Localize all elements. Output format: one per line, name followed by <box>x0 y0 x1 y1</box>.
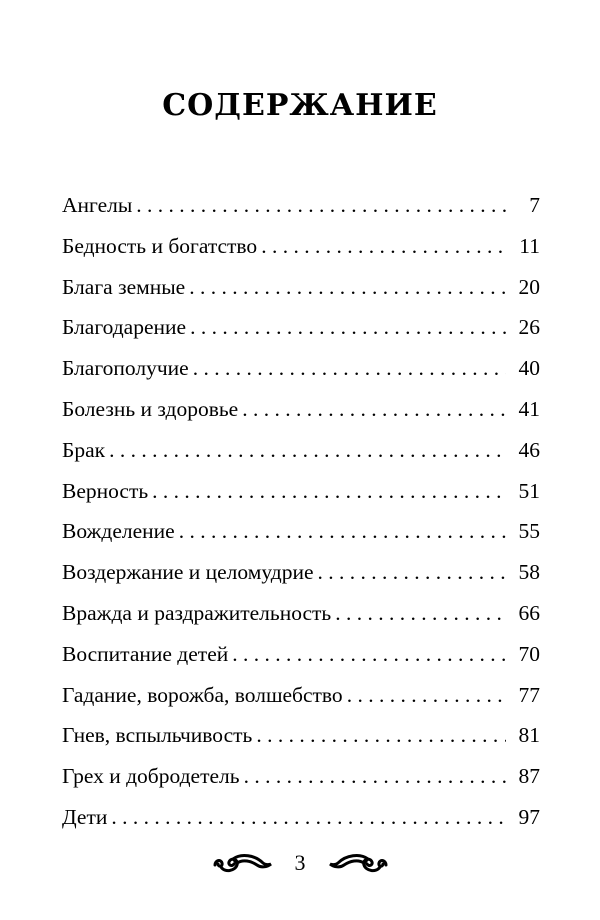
dot-leader <box>111 802 506 832</box>
toc-entry[interactable] <box>62 639 540 680</box>
toc-entry[interactable] <box>62 312 540 353</box>
toc-entry[interactable] <box>62 720 540 761</box>
toc-entry-label: Вражда и раздражительность <box>62 600 332 625</box>
toc-entry-page: 11 <box>519 233 540 258</box>
toc-entry-page: 41 <box>518 396 540 421</box>
toc-entry-page: 81 <box>518 723 540 748</box>
toc-entry-label: Верность <box>62 478 149 503</box>
dot-leader <box>256 720 506 750</box>
toc-entry[interactable] <box>62 598 540 639</box>
toc-entry[interactable] <box>62 272 540 313</box>
toc-entry-page: 58 <box>518 560 540 585</box>
toc-entry-page: 51 <box>518 478 540 503</box>
dot-leader <box>232 639 506 669</box>
toc-entry-label: Грех и добродетель <box>62 764 240 789</box>
scroll-ornament-icon <box>209 851 273 875</box>
dot-leader <box>179 516 506 546</box>
toc-entry-label: Бедность и богатство <box>62 233 258 258</box>
toc-entry[interactable] <box>62 394 540 435</box>
scroll-ornament-icon <box>328 851 392 875</box>
toc-entry-page: 20 <box>518 274 540 299</box>
toc-entry[interactable] <box>62 353 540 394</box>
toc-entry-label: Гнев, вспыльчивость <box>62 723 253 748</box>
dot-leader <box>189 272 506 302</box>
dot-leader <box>152 476 506 506</box>
page-footer <box>0 850 600 876</box>
dot-leader <box>244 761 506 791</box>
toc-entry-page: 77 <box>518 682 540 707</box>
dot-leader <box>261 231 506 261</box>
toc-entry[interactable] <box>62 516 540 557</box>
toc-entry-page: 87 <box>518 764 540 789</box>
dot-leader <box>193 353 506 383</box>
dot-leader <box>347 680 506 710</box>
toc-entry-page: 97 <box>518 804 540 829</box>
dot-leader <box>190 312 506 342</box>
toc-entry[interactable] <box>62 190 540 231</box>
dot-leader <box>109 435 506 465</box>
toc-entry-page: 55 <box>518 519 540 544</box>
toc-entry-label: Гадание, ворожба, волшебство <box>62 682 343 707</box>
toc-entry-label: Блага земные <box>62 274 186 299</box>
toc-entry-label: Дети <box>62 804 108 829</box>
toc-entry-label: Благополучие <box>62 356 189 381</box>
table-of-contents <box>62 190 540 843</box>
toc-entry-page: 46 <box>518 437 540 462</box>
toc-entry-label: Благодарение <box>62 315 187 340</box>
toc-entry-label: Воспитание детей <box>62 641 229 666</box>
toc-entry-label: Брак <box>62 437 106 462</box>
toc-entry-label: Вожделение <box>62 519 175 544</box>
toc-entry-label: Ангелы <box>62 193 133 217</box>
toc-entry-label: Воздержание и целомудрие <box>62 560 314 585</box>
toc-entry-page: 40 <box>518 356 540 381</box>
toc-entry[interactable] <box>62 476 540 517</box>
page-number: 3 <box>294 850 306 875</box>
dot-leader <box>318 557 507 587</box>
toc-entry[interactable] <box>62 435 540 476</box>
toc-entry-page: 7 <box>529 193 540 217</box>
toc-entry[interactable] <box>62 802 540 843</box>
toc-entry-page: 70 <box>518 641 540 666</box>
toc-entry[interactable] <box>62 680 540 721</box>
page-title: СОДЕРЖАНИЕ <box>162 88 438 123</box>
toc-entry-page: 26 <box>518 315 540 340</box>
dot-leader <box>136 190 506 220</box>
toc-entry[interactable] <box>62 231 540 272</box>
toc-entry[interactable] <box>62 557 540 598</box>
dot-leader <box>335 598 506 628</box>
toc-entry-page: 66 <box>518 600 540 625</box>
toc-entry[interactable] <box>62 761 540 802</box>
dot-leader <box>242 394 506 424</box>
toc-entry-label: Болезнь и здоровье <box>62 396 239 421</box>
